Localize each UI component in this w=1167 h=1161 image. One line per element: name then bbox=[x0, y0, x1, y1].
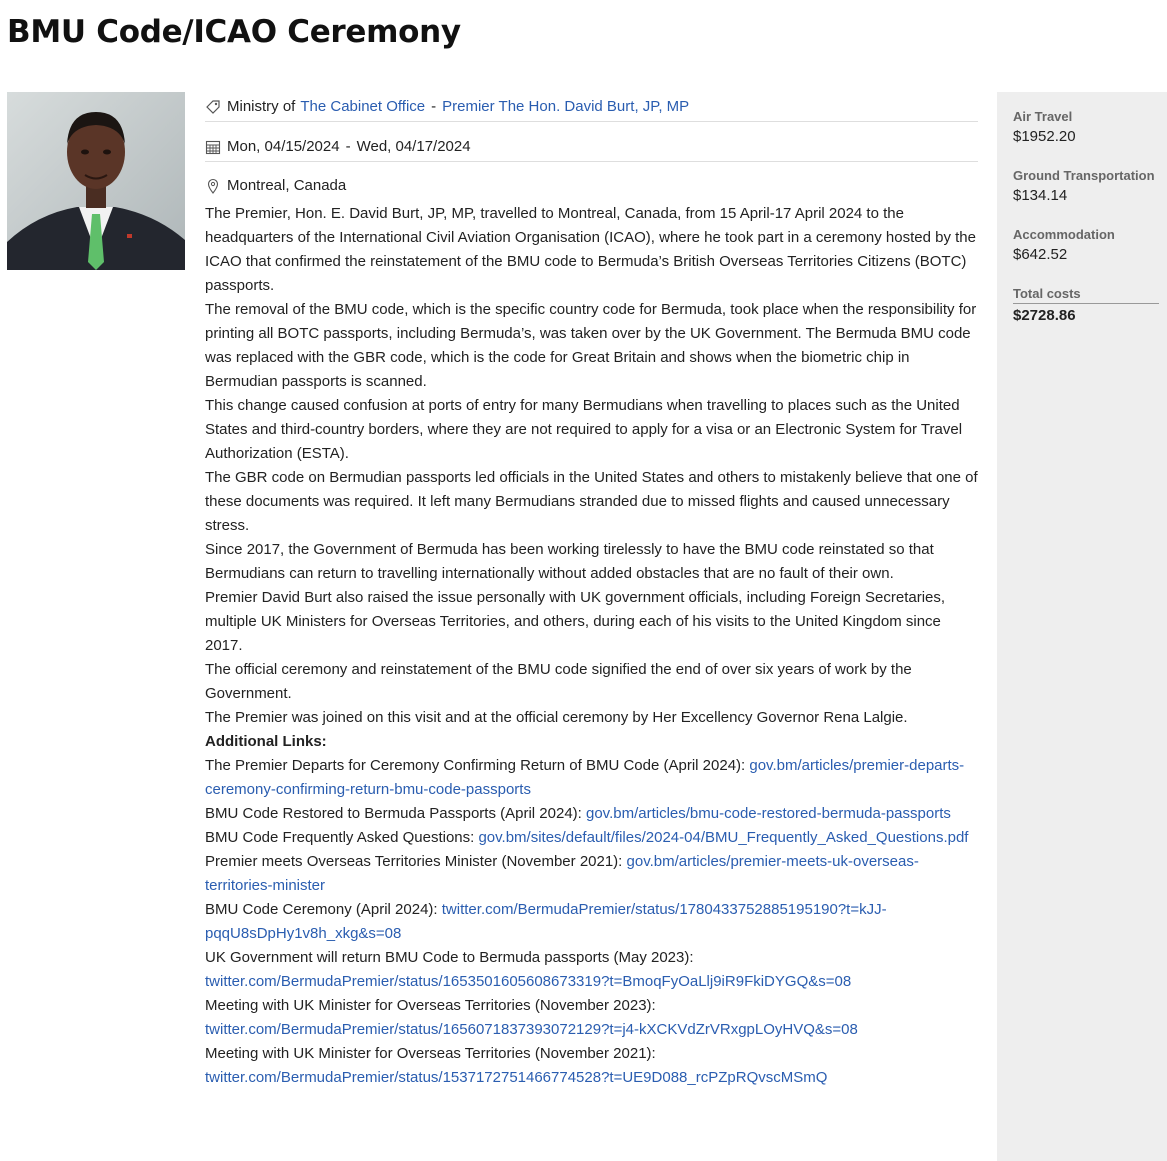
total-cost bbox=[1013, 286, 1159, 328]
air-travel-cost bbox=[1013, 109, 1159, 149]
link-item bbox=[205, 946, 978, 994]
page-title: BMU Code/ICAO Ceremony bbox=[7, 14, 461, 50]
premier-photo bbox=[7, 92, 185, 270]
link-url[interactable]: twitter.com/BermudaPremier/status/1653501605608673319?t=BmoqFyOaLlj9iR9FkiDYGQ&s=08 bbox=[205, 973, 852, 990]
paragraph: The official ceremony and reinstatement of the BMU code signified the end of over six years of work by the Government. bbox=[205, 661, 912, 702]
paragraph: The Premier, Hon. E. David Burt, JP, MP, travelled to Montreal, Canada, from 15 April-17 April 2024 to the headquarters of the International Civil Aviation Organisation (ICAO), where he took part in a ceremony hosted by the ICAO that confirmed the reinstatement of the BMU code to Bermuda’s British Overseas Territories Citizens (BOTC) passports. bbox=[205, 205, 976, 294]
link-label: BMU Code Frequently Asked Questions: bbox=[205, 829, 479, 846]
link-item bbox=[205, 826, 978, 850]
accommodation-label: Accommodation bbox=[1013, 227, 1115, 242]
total-costs-label: Total costs bbox=[1013, 286, 1159, 304]
ground-transportation-label: Ground Transportation bbox=[1013, 168, 1155, 183]
costs-sidebar bbox=[997, 92, 1167, 1161]
additional-links-heading: Additional Links: bbox=[205, 733, 327, 750]
link-url[interactable]: twitter.com/BermudaPremier/status/1656071837393072129?t=j4-kXCKVdZrVRxgpLOyHVQ&s=08 bbox=[205, 1021, 858, 1038]
link-item bbox=[205, 754, 978, 802]
paragraph: The Premier was joined on this visit and at the official ceremony by Her Excellency Governor Rena Lalgie. bbox=[205, 709, 908, 726]
calendar-icon bbox=[205, 139, 221, 155]
paragraph: The GBR code on Bermudian passports led officials in the United States and others to mistakenly believe that one of these documents was required. It left many Bermudians stranded due to missed flights and caused unnecessary stress. bbox=[205, 469, 978, 534]
link-url[interactable]: gov.bm/articles/premier-meets-uk-overseas-territories-minister bbox=[205, 853, 919, 894]
link-url[interactable]: gov.bm/articles/bmu-code-restored-bermuda-passports bbox=[586, 805, 951, 822]
link-label: UK Government will return BMU Code to Bermuda passports (May 2023): bbox=[205, 949, 694, 966]
date-start: Mon, 04/15/2024 bbox=[227, 137, 340, 155]
ground-transportation-value: $134.14 bbox=[1013, 187, 1068, 204]
meta-separator: - bbox=[431, 97, 437, 115]
link-item bbox=[205, 850, 978, 898]
total-costs-value: $2728.86 bbox=[1013, 307, 1076, 324]
link-item bbox=[205, 898, 978, 946]
link-item bbox=[205, 994, 978, 1042]
ground-transportation-cost bbox=[1013, 168, 1159, 208]
accommodation-value: $642.52 bbox=[1013, 246, 1068, 263]
link-label: Meeting with UK Minister for Overseas Territories (November 2021): bbox=[205, 1045, 656, 1062]
accommodation-cost bbox=[1013, 227, 1159, 267]
ministry-link[interactable]: The Cabinet Office bbox=[300, 97, 426, 115]
link-label: Meeting with UK Minister for Overseas Territories (November 2023): bbox=[205, 997, 656, 1014]
link-url[interactable]: twitter.com/BermudaPremier/status/1780433752885195190?t=kJJ-pqqU8sDpHy1v8h_xkg&s=08 bbox=[205, 901, 887, 942]
link-label: BMU Code Ceremony (April 2024): bbox=[205, 901, 442, 918]
link-url[interactable]: gov.bm/articles/premier-departs-ceremony-confirming-return-bmu-code-passports bbox=[205, 757, 965, 798]
location: Montreal, Canada bbox=[227, 176, 347, 194]
air-travel-label: Air Travel bbox=[1013, 109, 1073, 124]
air-travel-value: $1952.20 bbox=[1013, 128, 1076, 145]
link-item bbox=[205, 1042, 978, 1090]
date-separator: - bbox=[345, 137, 351, 155]
link-label: Premier meets Overseas Territories Minister (November 2021): bbox=[205, 853, 627, 870]
ministry-prefix: Ministry of bbox=[227, 97, 296, 115]
paragraph: Premier David Burt also raised the issue personally with UK government officials, including Foreign Secretaries, multiple UK Ministers for Overseas Territories, and others, during each of his visits to the United Kingdom since 2017. bbox=[205, 589, 946, 654]
date-row bbox=[205, 132, 978, 162]
paragraph: This change caused confusion at ports of entry for many Bermudians when travelling to places such as the United States and third-country borders, where they are not required to apply for a visa or an Electronic System for Travel Authorization (ESTA). bbox=[205, 397, 963, 462]
date-end: Wed, 04/17/2024 bbox=[356, 137, 471, 155]
trip-details bbox=[205, 92, 978, 1090]
person-link[interactable]: Premier The Hon. David Burt, JP, MP bbox=[442, 97, 690, 115]
link-label: The Premier Departs for Ceremony Confirming Return of BMU Code (April 2024): bbox=[205, 757, 750, 774]
map-pin-icon bbox=[205, 178, 221, 194]
ministry-row bbox=[205, 92, 978, 122]
tag-icon bbox=[205, 99, 221, 115]
paragraph: The removal of the BMU code, which is the specific country code for Bermuda, took place when the responsibility for printing all BOTC passports, including Bermuda’s, was taken over by the UK Government. The Bermuda BMU code was replaced with the GBR code, which is the code for Great Britain and shows when the biometric chip in Bermudian passports is scanned. bbox=[205, 301, 977, 390]
link-url[interactable]: twitter.com/BermudaPremier/status/1537172751466774528?t=UE9D088_rcPZpRQvscMSmQ bbox=[205, 1069, 828, 1086]
link-item bbox=[205, 802, 978, 826]
trip-description bbox=[205, 202, 978, 1090]
link-label: BMU Code Restored to Bermuda Passports (April 2024): bbox=[205, 805, 586, 822]
paragraph: Since 2017, the Government of Bermuda has been working tirelessly to have the BMU code reinstated so that Bermudians can return to travelling internationally without added obstacles that are no fault of their own. bbox=[205, 541, 934, 582]
link-url[interactable]: gov.bm/sites/default/files/2024-04/BMU_Frequently_Asked_Questions.pdf bbox=[478, 829, 969, 846]
location-row bbox=[205, 172, 978, 199]
